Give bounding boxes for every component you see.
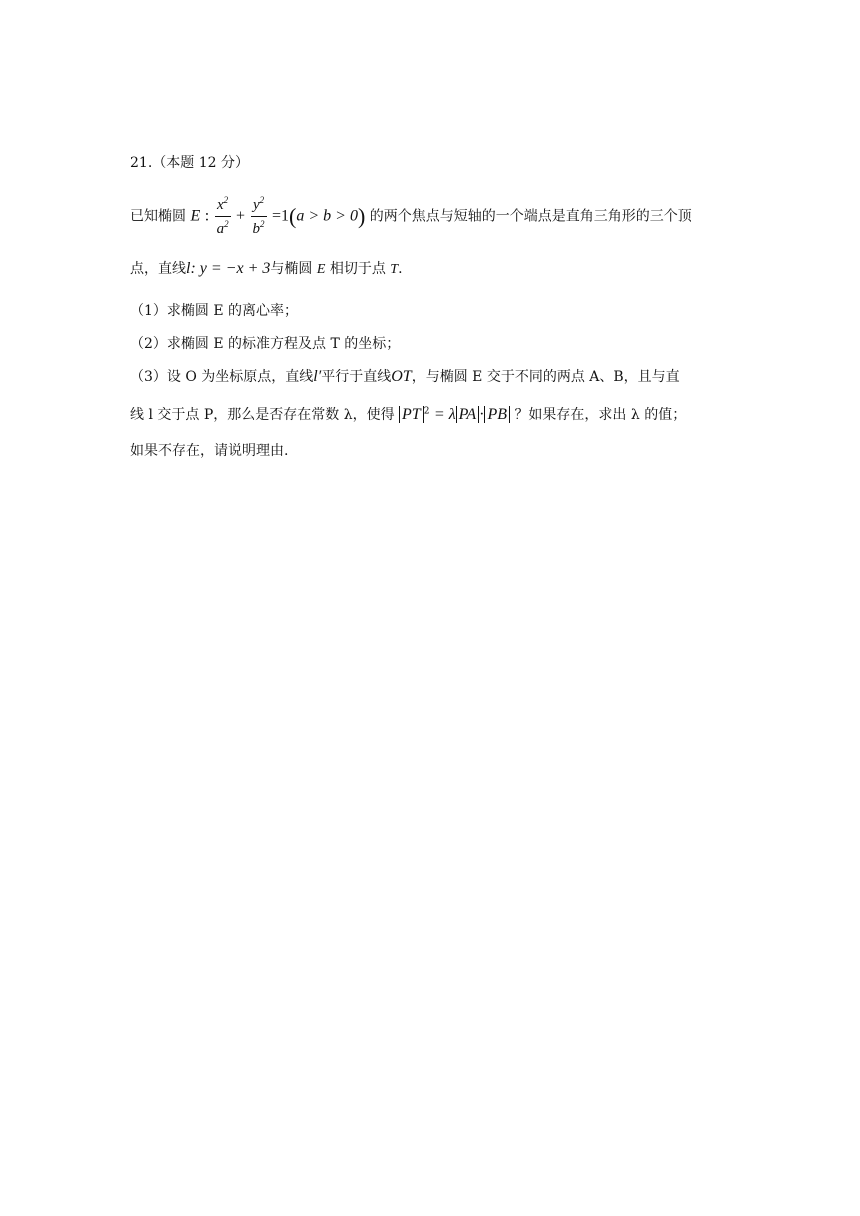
problem-intro-line [130,196,692,237]
frac1-denominator: a [216,221,225,237]
abs-PT: PT [399,406,424,423]
question-3-line-2 [130,404,686,424]
segment-OT: OT [391,368,412,385]
line-name: l [186,260,191,277]
problem-line-2 [130,258,403,278]
exponent: 2 [259,195,265,205]
question-3-line-3: 如果不存在，请说明理由. [130,443,289,459]
exponent: 2 [223,195,229,205]
condition: a > b > 0 [296,207,358,225]
abs-PB: PB [484,406,510,423]
line2-ellipse-E: E [316,262,326,277]
l-prime: l′ [313,368,322,385]
line2-suffix: 相切于点 [329,261,386,277]
frac2-denominator: b [252,221,261,237]
open-paren: ( [289,203,297,229]
line2-mid: 与椭圆 [270,261,313,277]
exponent: 2 [260,219,265,229]
intro-suffix: 的两个焦点与短轴的一个端点是直角三角形的三个顶 [369,208,692,225]
plus-sign: + [236,207,246,225]
equals-one: =1 [271,207,290,225]
question-3-line-1 [130,366,680,386]
dot-operator: · [479,406,485,423]
fraction-y-over-b [251,196,267,237]
q3-part-a: （3）设 O 为坐标原点，直线 [130,369,314,385]
line-equation: : y = −x + 3 [190,260,271,277]
problem-header: 21.（本题 12 分） [130,155,249,171]
intro-prefix: 已知椭圆 [130,208,186,225]
q3-part-b: 平行于直线 [321,369,392,385]
frac2-numerator: y [252,197,260,213]
frac1-numerator: x [217,197,224,213]
abs-PA: PA [456,406,479,423]
ellipse-name: E [190,207,201,225]
equals-lambda: = λ [433,406,456,423]
exponent: 2 [224,219,229,229]
fraction-x-over-a [215,196,231,237]
exponent: 2 [423,406,430,417]
q3-line2-a: 线 l 交于点 P，那么是否存在常数 λ，使得 [130,407,395,423]
q3-line2-b: ？如果存在，求出 λ 的值； [514,407,687,423]
question-2: （2）求椭圆 E 的标准方程及点 T 的坐标； [130,336,401,352]
line2-prefix: 点，直线 [130,261,186,277]
colon: : [204,207,210,225]
q3-part-c: ，与椭圆 E 交于不同的两点 A、B，且与直 [411,369,680,385]
close-paren: ) [357,203,366,229]
question-1: （1）求椭圆 E 的离心率； [130,303,299,319]
period: . [398,261,403,277]
point-T: T [390,262,399,277]
